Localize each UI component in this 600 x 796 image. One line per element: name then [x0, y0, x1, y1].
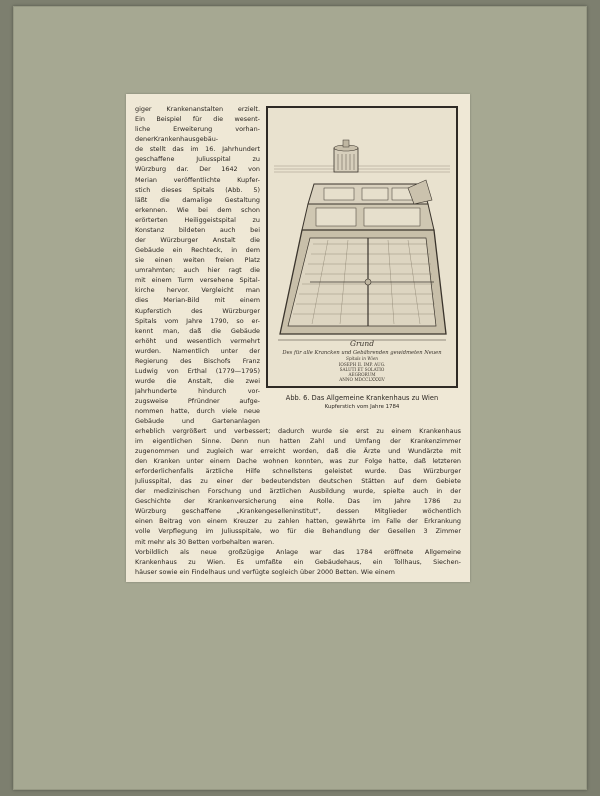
text-line: zugenommen und zugleich war erreicht worden, daß die Ärzte und Wundärzte mit — [135, 447, 461, 456]
newspaper-clipping — [126, 94, 470, 582]
text-line: sie einen weiten freien Platz — [135, 256, 260, 265]
text-line: erheblich vergrößert und verbessert; dadurch wurde sie erst zu einem Krankenhaus — [135, 427, 461, 435]
full-width-text — [135, 426, 461, 577]
text-line: den Kranken unter einem Dache wohnen konnten, was zur Folge hatte, daß letzteren — [135, 457, 461, 466]
text-line: Krankenhaus zu Wien. Es umfaßte ein Gebäudehaus, ein Tollhaus, Siechen- — [135, 557, 461, 566]
text-line: Gebäude ein Rechteck, in dem — [135, 246, 260, 255]
text-line: geschaffene Juliusspital zu — [135, 155, 260, 164]
text-line: wurden. Namentlich unter der — [135, 346, 260, 355]
figure-caption — [266, 394, 458, 411]
engraving-text-line: Spitals in Wien — [346, 356, 378, 361]
text-line: nommen hatte, durch viele neue — [135, 407, 260, 416]
text-line: der Würzburger Anstalt die — [135, 236, 260, 245]
text-line: erforderlichenfalls ärztliche Hilfe schnellstens geleistet wurde. Das Würzburger — [135, 467, 461, 476]
text-line: Würzburg geschaffene „Krankengeselleninstitut", dessen Mitglieder wöchentlich — [135, 507, 461, 516]
text-line: volle Verpflegung im Juliusspitale, wo für die Behandlung der Gesellen 3 Zimmer — [135, 527, 461, 536]
text-line: Regierung des Bischofs Franz — [135, 356, 260, 365]
text-line: erkennen. Wie bei dem schon — [135, 205, 260, 214]
text-line: Würzburg dar. Der 1642 von — [135, 165, 260, 174]
engraving-figure — [266, 106, 458, 388]
text-line: de stellt das im 16. Jahrhundert — [135, 145, 260, 154]
text-line: erhöht und wesentlich vermehrt — [135, 336, 260, 345]
text-line: Geschichte der Krankenversicherung eine Rolle. Das im Jahre 1786 zu — [135, 497, 461, 506]
text-line: Juliusspital, das zu einer der bedeutendsten deutschen Stätten auf dem Gebiete — [135, 477, 461, 486]
engraving-text-line: ANNO MDCCLXXXIV — [339, 377, 385, 382]
caption-title: Abb. 6. Das Allgemeine Krankenhaus zu Wien — [285, 394, 439, 402]
text-line: dies Merian-Bild mit einem — [135, 296, 260, 305]
engraving-text-line: Grund — [349, 339, 375, 348]
text-line: umrahmten; auch hier ragt die — [135, 266, 260, 275]
text-line: Jahrhunderte hindurch vor- — [135, 387, 260, 396]
text-line: wurde die Anstalt, die zwei — [135, 377, 260, 386]
text-line: der medizinischen Forschung und ärztlichen Ausbildung wurde, spielte auch in der — [135, 487, 461, 496]
text-line: im eigentlichen Sinne. Denn nun hatten Zahl und Umfang der Krankenzimmer — [135, 437, 461, 446]
text-line: Kupferstich des Würzburger — [135, 306, 260, 315]
text-line: häuser sowie ein Findelhaus und verfügte sogleich über 2000 Betten. Wie einem — [135, 567, 395, 576]
engraving-text-line: IOSEPH II. IMP. AUG. — [338, 362, 386, 367]
text-line: Vorbildlich als neue großzügige Anlage war das 1784 eröffnete Allgemeine — [135, 547, 461, 556]
text-line: giger Krankenanstalten erzielt. — [135, 105, 260, 113]
text-line: Ludwig von Erthal (1779—1795) — [135, 367, 260, 376]
engraving-text-line: SALUTI ET SOLATIO — [339, 367, 385, 372]
text-line: stich dieses Spitals (Abb. 5) — [135, 185, 260, 194]
text-line: zugsweise Pfründner aufge- — [135, 397, 260, 406]
text-line: mit einem Turm versehene Spital- — [135, 276, 260, 285]
engraving-text — [268, 108, 456, 386]
text-line: kirche hervor. Vergleicht man — [135, 286, 260, 295]
text-line: Ein Beispiel für die wesent- — [135, 115, 260, 124]
engraving-text-line: Des für alle Krancken und Gebährenden gewidmeten Neuen — [282, 350, 442, 356]
text-line: denerKrankenhausgebäu- — [135, 135, 219, 144]
text-line: läßt die damalige Gestaltung — [135, 195, 260, 204]
left-text-column — [135, 104, 260, 427]
text-line: mit mehr als 30 Betten vorbehalten waren. — [135, 537, 275, 546]
text-line: Konstanz bildeten auch bei — [135, 225, 260, 234]
caption-subtitle: Kupferstich vom Jahre 1784 — [324, 404, 400, 410]
text-line: Gebäude und Gartenanlagen — [135, 417, 260, 426]
text-line: liche Erweiterung vorhan- — [135, 125, 260, 134]
engraving-text-line: AEGRORUM — [348, 372, 376, 377]
text-line: erörterten Heiliggeistspital zu — [135, 215, 260, 224]
text-line: Merian veröffentlichte Kupfer- — [135, 175, 260, 184]
text-line: einen Beitrag von einem Kreuzer zu zahlen hatten, gewährte im Falle der Erkrankung — [135, 517, 461, 526]
text-line: kennt man, daß die Gebäude — [135, 326, 260, 335]
text-line: Spitals vom Jahre 1790, so er- — [135, 316, 260, 325]
